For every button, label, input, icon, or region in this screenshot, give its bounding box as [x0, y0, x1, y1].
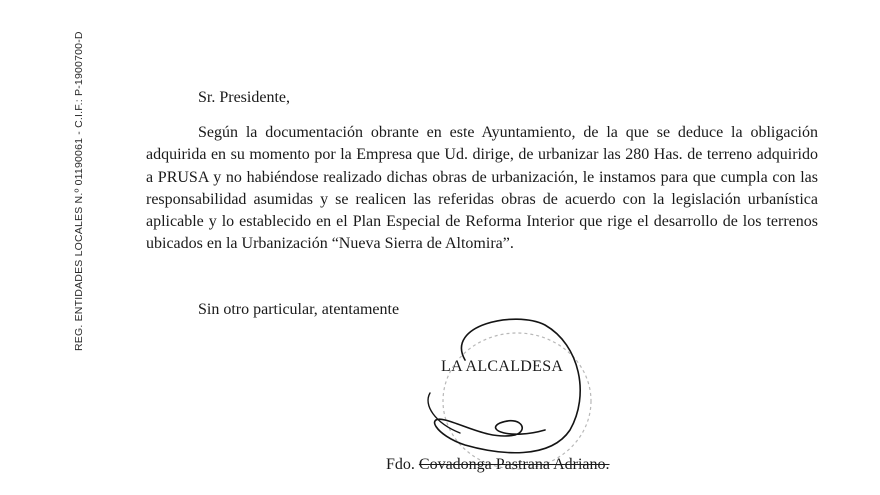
side-registry-margin [61, 8, 85, 363]
letter-body [146, 122, 818, 256]
signature-stamp-mark [405, 305, 605, 480]
signer-line [386, 456, 610, 474]
signatory-title: LA ALCALDESA [441, 358, 564, 375]
signer-prefix: Fdo. [386, 456, 415, 473]
signer-name: Covadonga Pastrana Adriano. [418, 456, 610, 473]
handwritten-signature [435, 319, 581, 453]
salutation: Sr. Presidente, [198, 89, 290, 106]
registry-number-text: REG. ENTIDADES LOCALES N.º 01190061 - C.I.F.: P-1900700-D [73, 31, 85, 351]
letter-body-text: Según la documentación obrante en este Ayuntamiento, de la que se deduce la obligación adquirida en su momento por la Empresa que Ud. dirige, de urbanizar las 280 Has. de terreno adquirido a PRUSA y no habiéndose realizado dichas obras de urbanización, le instamos para que cumpla con las responsabilidad asumidas y se realicen las referidas obras de acuerdo con la legislación urbanística aplicable y lo establecido en el Plan Especial de Reforma Interior que rige el desarrollo de los terrenos ubicados en la Urbanización “Nueva Sierra de Altomira”. [146, 124, 818, 253]
closing-line: Sin otro particular, atentamente [198, 301, 400, 318]
faded-stamp-outline [443, 333, 591, 469]
